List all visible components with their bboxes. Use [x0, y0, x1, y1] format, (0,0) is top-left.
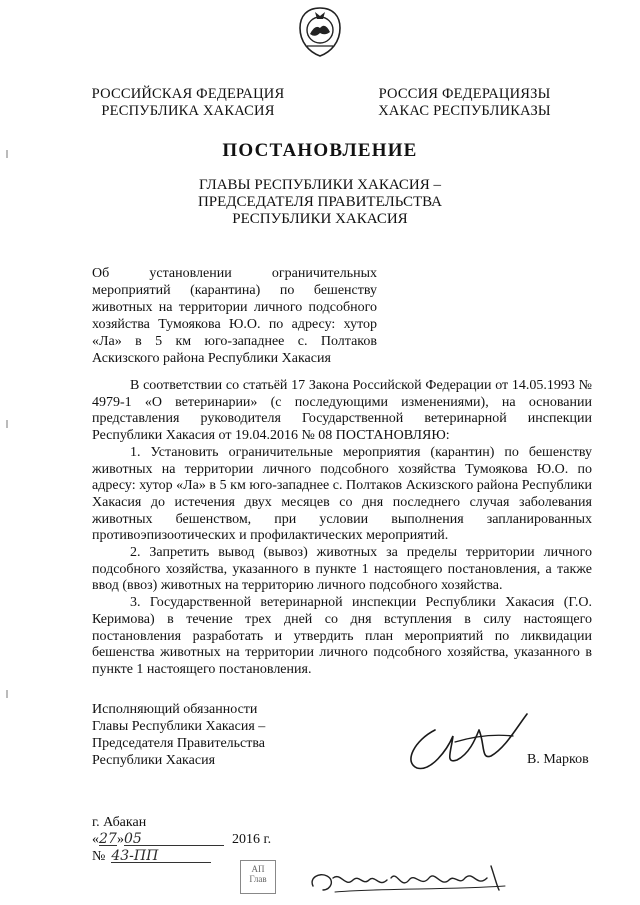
header-right	[372, 86, 557, 120]
item-1-paragraph: 1. Установить ограничительные мероприятия (карантин) по бешенству животных на территории личного подсобного хозяйства Тумоякова Ю.О. по адресу: хутор «Ла» в 5 км юго-западнее с. Полтаков Аскизского района Республики Хакасия до истечения двух месяцев со дня последнего случая заболевания животных бешенством, при условии выполнения запланированных противоэпизоотических и профилактических мероприятий.	[92, 444, 592, 544]
coat-of-arms-emblem	[297, 6, 343, 58]
number-prefix: №	[92, 849, 106, 864]
preamble-paragraph: В соответствии со статьёй 17 Закона Российской Федерации от 14.05.1993 № 4979-1 «О ветеринарии» (с последующими изменениями), на основании представления руководителя Государственной ветеринарной инспекции Республики Хакасия от 19.04.2016 № 08 ПОСТАНОВЛЯЮ:	[92, 378, 592, 444]
signatory-line1: Исполняющий обязанности	[92, 702, 258, 717]
city: г. Абакан	[92, 815, 147, 830]
header-left	[88, 86, 288, 120]
document-subject: Об установлении ограничительных мероприятий (карантина) по бешенству животных на территории личного подсобного хозяйства Тумоякова Ю.О. по адресу: хутор «Ла» в 5 км юго-западнее с. Полтаков Аскизского района Республики Хакасия	[92, 266, 377, 366]
header-left-line1: РОССИЙСКАЯ ФЕДЕРАЦИЯ	[91, 86, 285, 102]
handwritten-note	[305, 858, 515, 900]
signer-name: В. Марков	[527, 752, 589, 767]
signatory-line2: Главы Республики Хакасия –	[92, 719, 266, 734]
item-3-paragraph: 3. Государственной ветеринарной инспекции Республики Хакасия (Г.О. Керимова) в течение трех дней со дня вступления в силу настоящего постановления разработать и утвердить план мероприятий по ликвидации бешенства животных на территории личного подсобного хозяйства, указанного в пункте 1 настоящего постановления.	[92, 595, 592, 677]
date-month: 05	[124, 831, 224, 846]
document-body	[92, 378, 592, 679]
header-right-line2: ХАКАС РЕСПУБЛИКАЗЫ	[378, 103, 551, 119]
header-right-line1: РОССИЯ ФЕДЕРАЦИЯЗЫ	[378, 86, 551, 102]
scan-edge-mark	[6, 420, 8, 428]
date-day: 27	[99, 831, 117, 847]
date-year: 2016 г.	[232, 832, 272, 847]
signatory-line4: Республики Хакасия	[92, 753, 216, 768]
document-type-title: ПОСТАНОВЛЕНИЕ	[222, 140, 418, 161]
place-date-number	[92, 814, 292, 865]
registration-stamp: АП Глав	[240, 860, 276, 894]
scan-edge-mark	[6, 690, 8, 698]
date-row	[92, 831, 292, 848]
issuer-line3: РЕСПУБЛИКИ ХАКАСИЯ	[232, 211, 408, 227]
date-open-quote: «	[92, 832, 99, 847]
date-close-quote: »	[117, 832, 124, 847]
issuer-block	[0, 177, 640, 228]
number-value: 43-ПП	[111, 848, 211, 863]
signatory-title	[92, 701, 292, 769]
item-2-paragraph: 2. Запретить вывод (вывоз) животных за пределы территории личного подсобного хозяйства, указанного в пункте 1 настоящего постановления, а также ввод (ввоз) животных на территорию личного подсобного хозяйства.	[92, 545, 592, 594]
handwritten-signature	[395, 700, 535, 780]
scan-edge-mark	[6, 150, 8, 158]
issuer-line2: ПРЕДСЕДАТЕЛЯ ПРАВИТЕЛЬСТВА	[197, 194, 443, 210]
signatory-line3: Председателя Правительства	[92, 736, 266, 751]
header-left-line2: РЕСПУБЛИКА ХАКАСИЯ	[101, 103, 275, 119]
issuer-line1: ГЛАВЫ РЕСПУБЛИКИ ХАКАСИЯ –	[198, 177, 442, 193]
